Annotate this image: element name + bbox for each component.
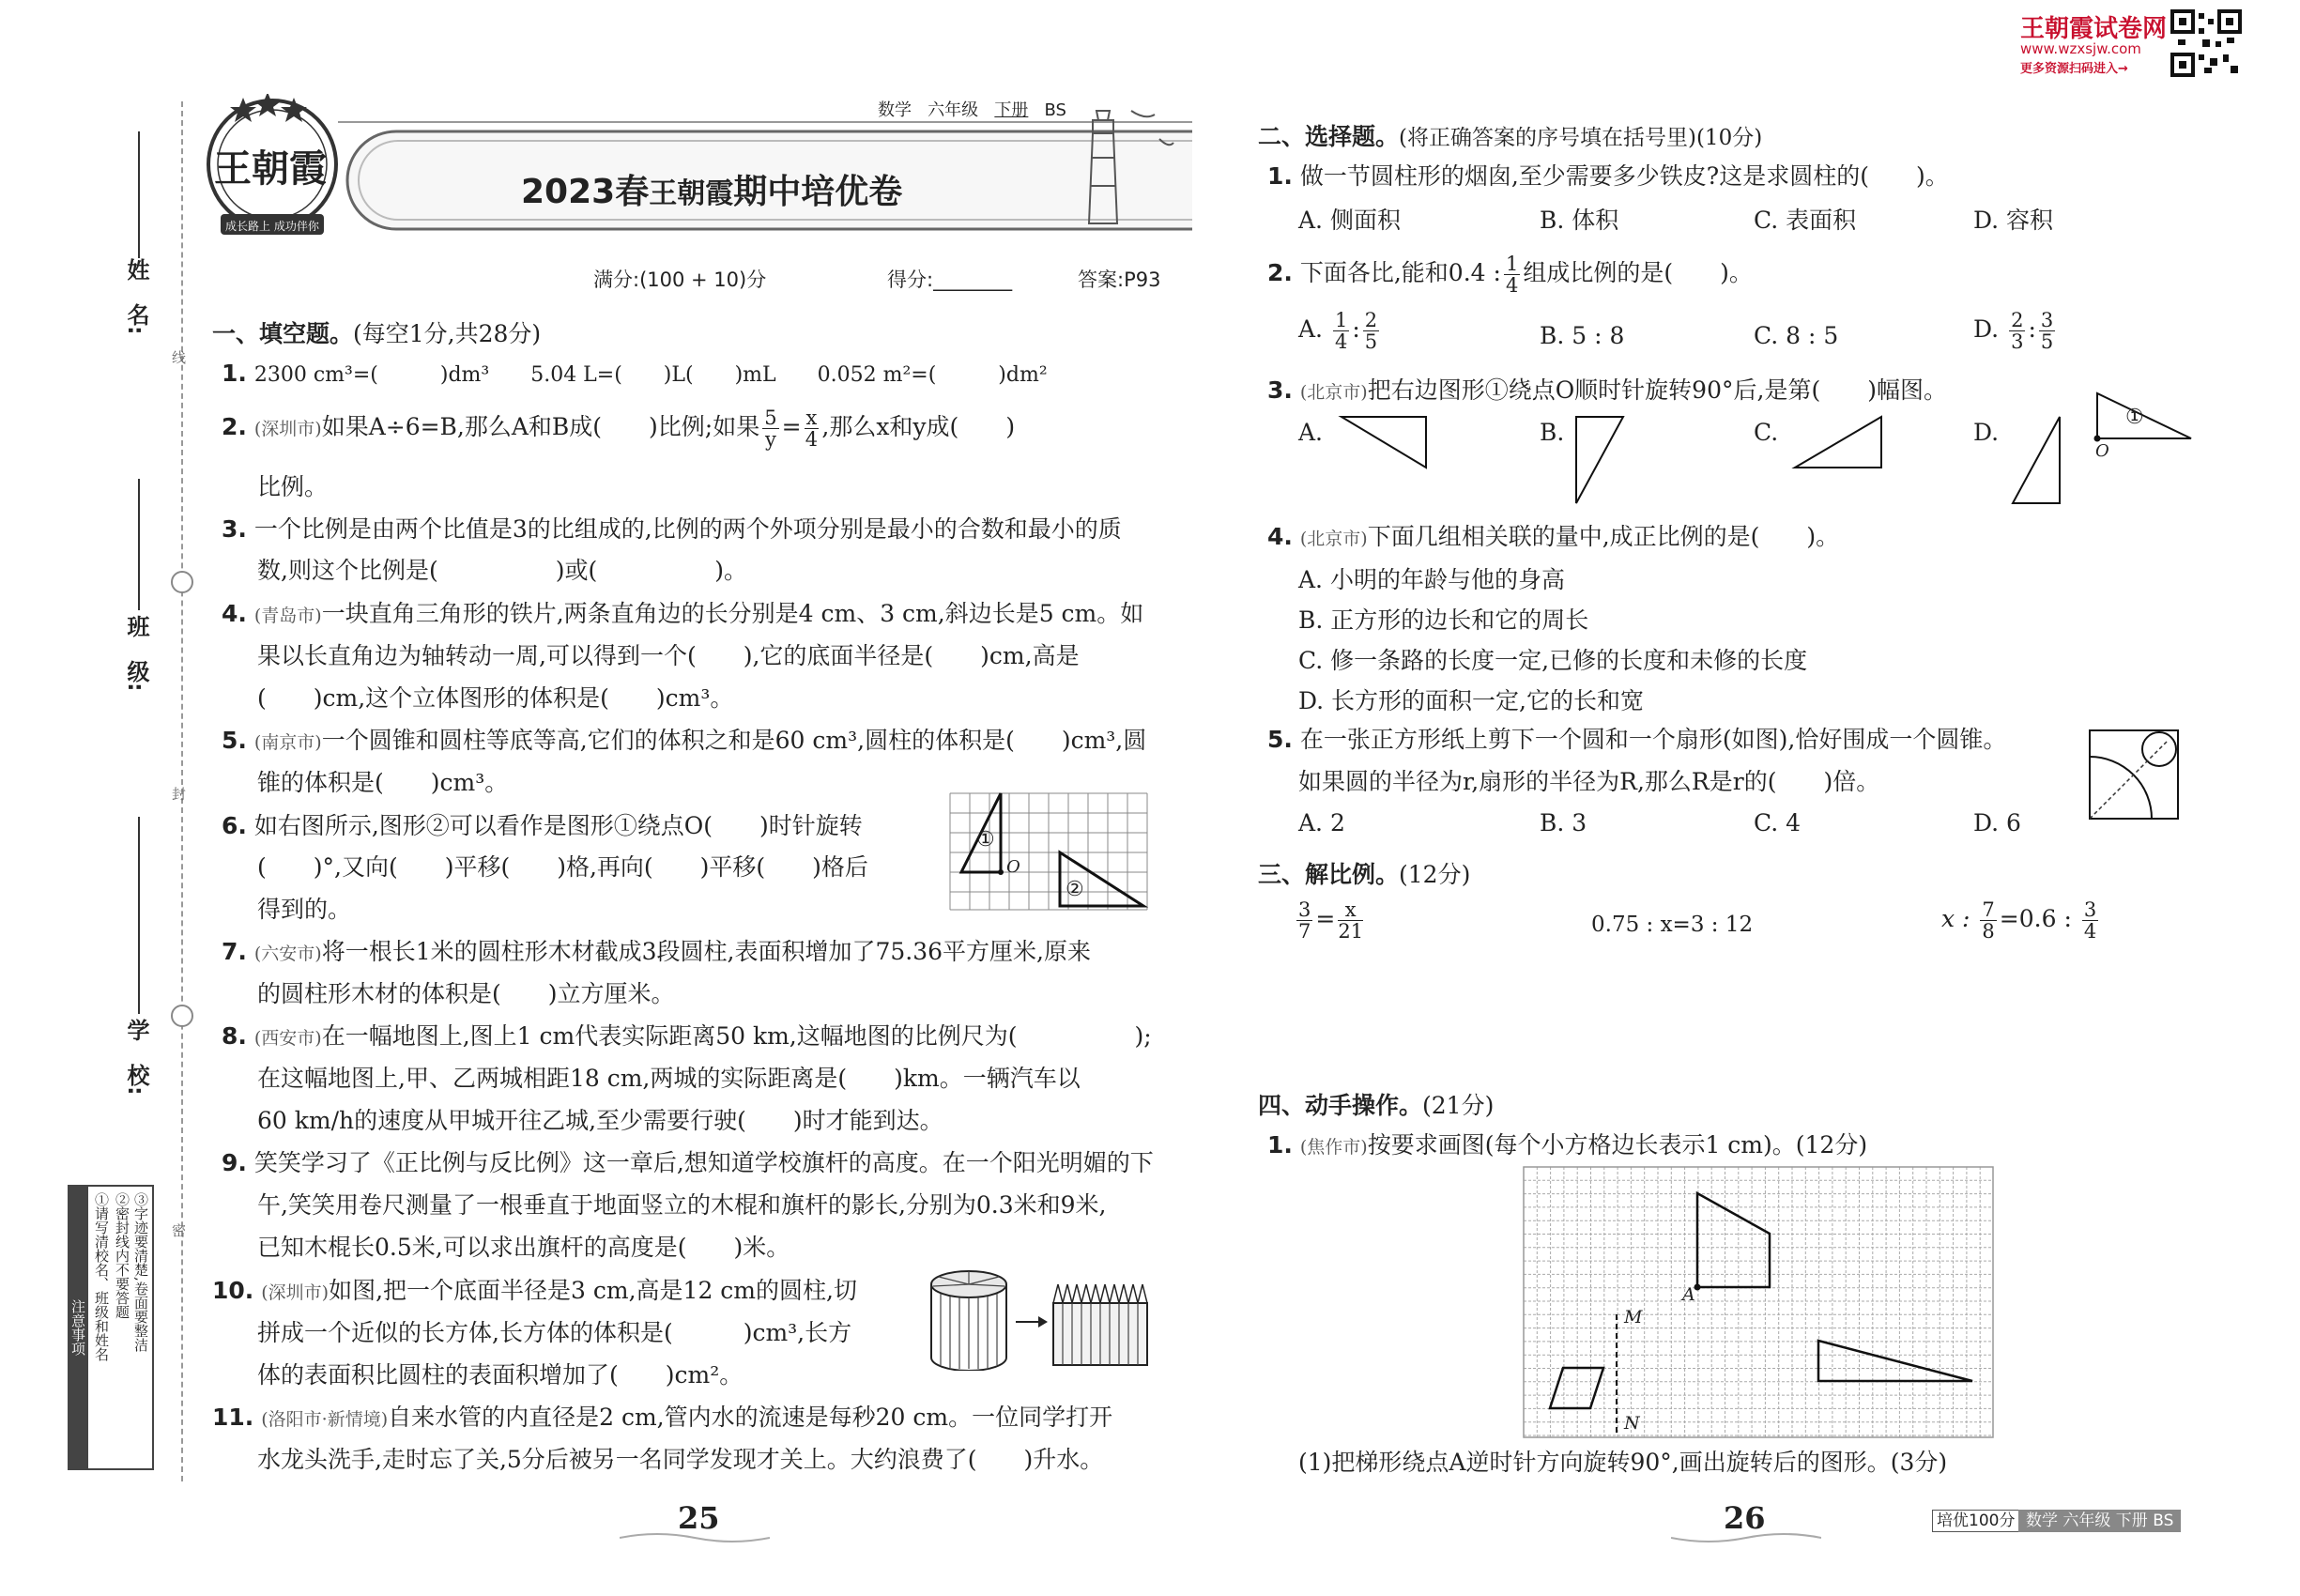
question-8-cont: 在这幅地图上,甲、乙两城相距18 cm,两城的实际距离是( )km。一辆汽车以 [257,1065,1081,1092]
question-10-cont: 体的表面积比圆柱的表面积增加了( )cm²。 [257,1361,744,1389]
choice-3-figure-d [2009,413,2065,507]
choice-2-option-d[interactable]: D. $\frac{2}{3}$ : $\frac{3}{5}$ [1973,309,2054,353]
q6-grid-figure [948,791,1150,912]
class-line[interactable] [138,479,140,610]
page-swash-icon [1671,1530,1821,1545]
proportion-1: $\frac{3}{7}$ = $\frac{x}{21}$ [1298,898,1364,943]
brand-logo-text: 王朝霞 [214,146,327,191]
page-title: 2023春王朝霞期中培优卷 [521,173,903,211]
answer-ref: 答案:P93 [1078,269,1161,291]
choice-3-reference-figure [2093,390,2197,446]
footer-meta: 数学 六年级 下册 BS [2018,1510,2181,1532]
name-line[interactable] [138,131,140,258]
question-2-cont: 比例。 [257,473,329,500]
section-hands-on: 四、动手操作。(21分) [1258,1092,1495,1119]
drawing-grid[interactable] [1523,1166,1994,1438]
choice-3-figure-c [1791,413,1885,471]
choice-3-label-o: O [2095,441,2109,461]
question-10-cont: 拼成一个近似的长方体,长方体的体积是( )cm³,长方 [257,1319,852,1346]
site-brand: 王朝霞试卷网 [2020,15,2168,43]
question-7-cont: 的圆柱形木材的体积是( )立方厘米。 [257,980,675,1007]
logo-tagline: 成长路上 成功伴你 [225,220,319,233]
choice-3-option-b[interactable]: B. [1540,419,1565,446]
binding-hole-icon [171,571,193,593]
notes-title: 注意事项 [69,1187,88,1468]
footer-badge: 培优100分 [1932,1510,2019,1532]
cut-label-2: 封 [172,786,187,803]
question-2: 2. (深圳市)如果A÷6=B,那么A和B成( )比例;如果 $\frac{5}{y}$ = $\frac{x}{4}$ ,那么x和y成( ) [222,407,1016,451]
drawing-task-1: 1. (焦作市)按要求画图(每个小方格边长表示1 cm)。(12分) [1267,1131,1868,1159]
cut-label-1: 线 [172,349,187,366]
section-choice: 二、选择题。(将正确答案的序号填在括号里)(10分) [1258,123,1763,150]
choice-2-option-c[interactable]: C. 8 : 5 [1754,322,1839,349]
question-8: 8. (西安市)在一幅地图上,图上1 cm代表实际距离50 km,这幅地图的比例尺为( ); [222,1022,1152,1050]
score-field[interactable]: 得分:________ [887,269,1013,291]
class-label: 班 级: [123,615,149,692]
question-9: 9. 笑笑学习了《正比例与反比例》这一章后,想知道学校旗杆的高度。在一个阳光明媚的下 [222,1149,1154,1176]
question-11: 11. (洛阳市·新情境)自来水管的内直径是2 cm,管内水的流速是每秒20 cm。一位同学打开 [212,1404,1113,1431]
name-label: 姓 名: [123,258,149,335]
notes-item: ③字迹要清楚,卷面要整洁 [132,1192,149,1352]
question-4-cont: ( )cm,这个立体图形的体积是( )cm³。 [257,684,734,712]
page-number-right: 26 [1724,1500,1766,1536]
choice-4-option-c[interactable]: C. 修一条路的长度一定,已修的长度和未修的长度 [1298,647,1808,674]
q10-cylinder-figure [929,1267,1155,1371]
choice-5: 5. 在一张正方形纸上剪下一个圆和一个扇形(如图),恰好围成一个圆锥。 [1267,726,2007,753]
score-full: 满分:(100 + 10)分 [593,269,767,291]
choice-5-figure [2088,729,2182,822]
question-6-cont: ( )°,又向( )平移( )格,再向( )平移( )格后 [257,853,868,881]
choice-5-option-b[interactable]: B. 3 [1540,809,1587,836]
choice-3-option-c[interactable]: C. [1754,419,1779,446]
choice-5-option-a[interactable]: A. 2 [1298,809,1345,836]
choice-3-figure-b [1572,413,1629,507]
question-3-cont: 数,则这个比例是( )或( )。 [257,557,747,584]
grid-label-n: N [1624,1413,1640,1434]
meta-subject: 数学 六年级 下册 BS [878,100,1066,120]
proportion-3: x : $\frac{7}{8}$ =0.6 : $\frac{3}{4}$ [1941,898,2097,943]
choice-2: 2. 下面各比,能和0.4 : $\frac{1}{4}$ 组成比例的是( )。 [1267,253,1753,297]
notes-box [68,1185,154,1470]
question-8-cont: 60 km/h的速度从甲城开往乙城,至少需要行驶( )时才能到达。 [257,1107,943,1134]
school-label: 学 校: [123,1019,149,1096]
question-4-cont: 果以长直角边为轴转动一周,可以得到一个( ),它的底面半径是( )cm,高是 [257,642,1080,669]
question-6-cont: 得到的。 [257,896,352,923]
proportion-2: 0.75 : x=3 : 12 [1591,913,1754,937]
question-3: 3. 一个比例是由两个比值是3的比组成的,比例的两个外项分别是最小的合数和最小的质 [222,515,1122,543]
lighthouse-icon [1080,101,1183,233]
q6-label-1: ① [976,828,995,852]
choice-4-option-a[interactable]: A. 小明的年龄与他的身高 [1298,566,1565,593]
page-swash-icon [620,1530,770,1545]
choice-4-option-d[interactable]: D. 长方形的面积一定,它的长和宽 [1298,687,1644,714]
choice-1-option-c[interactable]: C. 表面积 [1754,207,1857,234]
question-9-cont: 已知木棍长0.5米,可以求出旗杆的高度是( )米。 [257,1234,790,1261]
question-7: 7. (六安市)将一根长1米的圆柱形木材截成3段圆柱,表面积增加了75.36平方厘米,原来 [222,938,1091,965]
choice-1-option-b[interactable]: B. 体积 [1540,207,1619,234]
choice-3-label-1: ① [2125,406,2144,429]
page-number-left: 25 [678,1500,720,1536]
school-line[interactable] [138,817,140,1014]
choice-5-option-c[interactable]: C. 4 [1754,809,1802,836]
question-10: 10. (深圳市)如图,把一个底面半径是3 cm,高是12 cm的圆柱,切 [212,1277,857,1304]
q6-label-2: ② [1066,878,1084,901]
drawing-task-1-sub-1: (1)把梯形绕点A逆时针方向旋转90°,画出旋转后的图形。(3分) [1298,1449,1948,1476]
choice-3-option-d[interactable]: D. [1973,419,2000,446]
choice-4: 4. (北京市)下面几组相关联的量中,成正比例的是( )。 [1267,523,1840,550]
choice-1-option-d[interactable]: D. 容积 [1973,207,2054,234]
choice-5-cont: 如果圆的半径为r,扇形的半径为R,那么R是r的( )倍。 [1298,768,1880,795]
binding-hole-icon [171,1005,193,1027]
choice-1: 1. 做一节圆柱形的烟囱,至少需要多少铁皮?这是求圆柱的( )。 [1267,162,1949,190]
choice-3-option-a[interactable]: A. [1298,419,1324,446]
choice-5-option-d[interactable]: D. 6 [1973,809,2021,836]
question-5: 5. (南京市)一个圆锥和圆柱等底等高,它们的体积之和是60 cm³,圆柱的体积是( )cm³,圆 [222,727,1147,754]
choice-2-option-a[interactable]: A. $\frac{1}{4}$ : $\frac{2}{5}$ [1298,309,1378,353]
question-4: 4. (青岛市)一块直角三角形的铁片,两条直角边的长分别是4 cm、3 cm,斜边长是5 cm。如 [222,600,1144,627]
section-solve-proportion: 三、解比例。(12分) [1258,861,1471,888]
question-6: 6. 如右图所示,图形②可以看作是图形①绕点O( )时针旋转 [222,812,863,839]
qr-code-icon[interactable] [2170,9,2242,77]
cut-label-3: 密 [172,1222,187,1239]
question-5-cont: 锥的体积是( )cm³。 [257,769,509,796]
site-url[interactable]: www.wzxsjw.com [2020,40,2141,57]
question-11-cont: 水龙头洗手,走时忘了关,5分后被另一名同学发现才关上。大约浪费了( )升水。 [257,1446,1104,1473]
grid-label-m: M [1624,1307,1643,1327]
q6-label-o: O [1006,857,1020,877]
notes-item: ①请写清校名、班级和姓名 [93,1192,110,1361]
choice-3-figure-a [1338,413,1432,471]
section-fill-blank: 一、填空题。(每空1分,共28分) [212,320,542,347]
choice-1-option-a[interactable]: A. 侧面积 [1298,207,1401,234]
notes-item: ②密封线内不要答题 [114,1192,130,1319]
choice-2-option-b[interactable]: B. 5 : 8 [1540,322,1625,349]
question-1: 1. 2300 cm³=( )dm³ 5.04 L=( )L( )mL 0.052 m²=( )dm² [222,360,1048,387]
question-9-cont: 午,笑笑用卷尺测量了一根垂直于地面竖立的木棍和旗杆的影长,分别为0.3米和9米, [257,1191,1107,1219]
choice-4-option-b[interactable]: B. 正方形的边长和它的周长 [1298,606,1589,634]
grid-label-a: A [1682,1284,1695,1305]
choice-3: 3. (北京市)把右边图形①绕点O顺时针旋转90°后,是第( )幅图。 [1267,376,1947,404]
site-hint: 更多资源扫码进入→ [2020,62,2128,76]
